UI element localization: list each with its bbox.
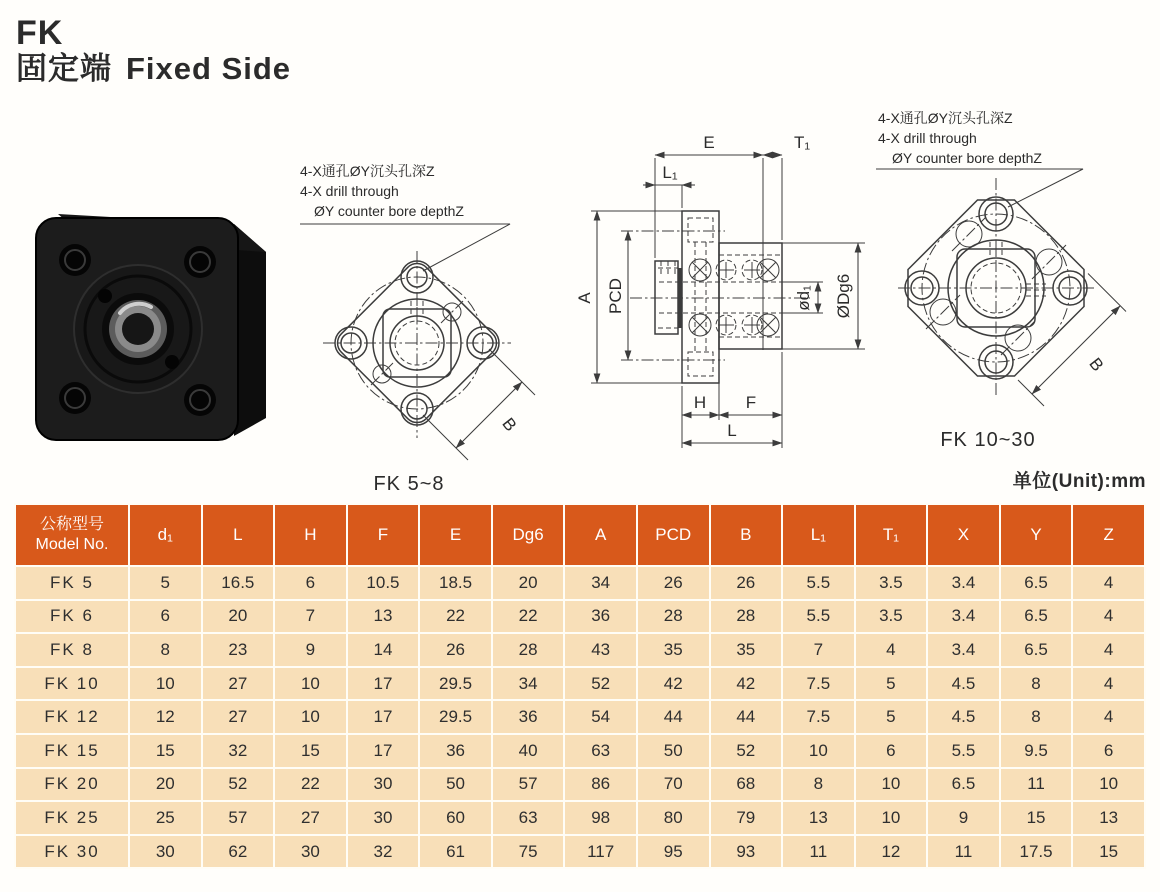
value-cell: 3.4 (927, 600, 1000, 634)
column-header: H (274, 504, 347, 566)
dim-label-B: B (1085, 354, 1108, 375)
photo-bolt-hole (184, 246, 216, 278)
value-cell: 23 (202, 633, 275, 667)
value-cell: 34 (492, 667, 565, 701)
column-header: Dg6 (492, 504, 565, 566)
drawing-front-view-large (868, 106, 1160, 462)
value-cell: 52 (564, 667, 637, 701)
value-cell: 29.5 (419, 700, 492, 734)
table-row (15, 768, 1145, 802)
table-row (15, 835, 1145, 869)
title-en: Fixed Side (126, 51, 292, 87)
column-header: F (347, 504, 420, 566)
value-cell: 40 (492, 734, 565, 768)
value-cell: 36 (419, 734, 492, 768)
value-cell: 30 (347, 801, 420, 835)
value-cell: 61 (419, 835, 492, 869)
value-cell: 54 (564, 700, 637, 734)
value-cell: 44 (637, 700, 710, 734)
value-cell: 50 (419, 768, 492, 802)
value-cell: 10 (1072, 768, 1145, 802)
value-cell: 30 (347, 768, 420, 802)
value-cell: 32 (202, 734, 275, 768)
value-cell: 35 (710, 633, 783, 667)
value-cell: 18.5 (419, 566, 492, 600)
annotation-leader-line (300, 224, 510, 271)
value-cell: 80 (637, 801, 710, 835)
value-cell: 63 (492, 801, 565, 835)
value-cell: 28 (492, 633, 565, 667)
value-cell: 10.5 (347, 566, 420, 600)
caption-front-large: FK 10~30 (940, 429, 1036, 451)
hole-annotation-en2: ØY counter bore depthZ (314, 203, 464, 219)
value-cell: 15 (1000, 801, 1073, 835)
value-cell: 10 (855, 768, 928, 802)
value-cell: 10 (274, 667, 347, 701)
value-cell: 10 (129, 667, 202, 701)
value-cell: 15 (1072, 835, 1145, 869)
value-cell: 27 (202, 700, 275, 734)
value-cell: 9.5 (1000, 734, 1073, 768)
value-cell: 4 (1072, 667, 1145, 701)
value-cell: 4 (1072, 700, 1145, 734)
value-cell: 28 (637, 600, 710, 634)
value-cell: 86 (564, 768, 637, 802)
page-title (16, 52, 291, 87)
value-cell: 79 (710, 801, 783, 835)
value-cell: 11 (1000, 768, 1073, 802)
model-cell: FK 15 (15, 734, 129, 768)
value-cell: 4 (855, 633, 928, 667)
value-cell: 11 (782, 835, 855, 869)
hole-annotation-en1: 4-X drill through (300, 183, 399, 199)
value-cell: 6 (1072, 734, 1145, 768)
value-cell: 10 (855, 801, 928, 835)
value-cell: 4 (1072, 633, 1145, 667)
value-cell: 13 (1072, 801, 1145, 835)
value-cell: 7.5 (782, 700, 855, 734)
value-cell: 9 (274, 633, 347, 667)
value-cell: 36 (564, 600, 637, 634)
title-cn: 固定端 (16, 51, 112, 87)
value-cell: 20 (129, 768, 202, 802)
value-cell: 93 (710, 835, 783, 869)
value-cell: 36 (492, 700, 565, 734)
value-cell: 5 (855, 667, 928, 701)
value-cell: 60 (419, 801, 492, 835)
value-cell: 35 (637, 633, 710, 667)
table-row (15, 734, 1145, 768)
dim-label-L: L (727, 421, 737, 440)
counterbore-hidden (688, 352, 713, 376)
value-cell: 32 (347, 835, 420, 869)
value-cell: 7.5 (782, 667, 855, 701)
value-cell: 28 (710, 600, 783, 634)
value-cell: 42 (710, 667, 783, 701)
column-header: PCD (637, 504, 710, 566)
value-cell: 3.5 (855, 600, 928, 634)
value-cell: 50 (637, 734, 710, 768)
dim-label-Dg6: ØDg6 (834, 273, 853, 319)
value-cell: 95 (637, 835, 710, 869)
value-cell: 22 (274, 768, 347, 802)
value-cell: 5.5 (782, 600, 855, 634)
value-cell: 12 (855, 835, 928, 869)
product-code: FK (16, 14, 64, 52)
caption-front-small: FK 5~8 (373, 473, 445, 495)
value-cell: 75 (492, 835, 565, 869)
unit-label: 单位(Unit):mm (1012, 471, 1146, 492)
dim-label-PCD: PCD (606, 278, 625, 314)
dim-line-B (1032, 306, 1120, 394)
value-cell: 12 (129, 700, 202, 734)
value-cell: 25 (129, 801, 202, 835)
title-block (16, 14, 291, 87)
value-cell: 117 (564, 835, 637, 869)
value-cell: 7 (782, 633, 855, 667)
value-cell: 52 (710, 734, 783, 768)
value-cell: 26 (710, 566, 783, 600)
value-cell: 10 (274, 700, 347, 734)
value-cell: 30 (274, 835, 347, 869)
value-cell: 17 (347, 734, 420, 768)
dim-label-E: E (703, 133, 715, 152)
value-cell: 22 (492, 600, 565, 634)
value-cell: 6.5 (927, 768, 1000, 802)
value-cell: 63 (564, 734, 637, 768)
value-cell: 6 (129, 600, 202, 634)
header-row (15, 504, 1145, 566)
value-cell: 5 (855, 700, 928, 734)
photo-bolt-hole (59, 382, 91, 414)
table-row (15, 667, 1145, 701)
value-cell: 11 (927, 835, 1000, 869)
value-cell: 20 (492, 566, 565, 600)
value-cell: 7 (274, 600, 347, 634)
table-row (15, 700, 1145, 734)
value-cell: 22 (419, 600, 492, 634)
table-row (15, 566, 1145, 600)
dim-label-F: F (745, 393, 757, 412)
value-cell: 29.5 (419, 667, 492, 701)
value-cell: 62 (202, 835, 275, 869)
value-cell: 17.5 (1000, 835, 1073, 869)
value-cell: 26 (419, 633, 492, 667)
column-header: A (564, 504, 637, 566)
value-cell: 6.5 (1000, 633, 1073, 667)
column-header: B (710, 504, 783, 566)
value-cell: 4.5 (927, 667, 1000, 701)
model-cell: FK 25 (15, 801, 129, 835)
value-cell: 30 (129, 835, 202, 869)
value-cell: 17 (347, 667, 420, 701)
value-cell: 4 (1072, 566, 1145, 600)
value-cell: 3.4 (927, 566, 1000, 600)
model-cell: FK 5 (15, 566, 129, 600)
column-header: L₁ (782, 504, 855, 566)
value-cell: 70 (637, 768, 710, 802)
value-cell: 98 (564, 801, 637, 835)
table-row (15, 600, 1145, 634)
model-header-en: Model No. (35, 536, 109, 553)
column-header: L (202, 504, 275, 566)
model-cell: FK 6 (15, 600, 129, 634)
value-cell: 5.5 (782, 566, 855, 600)
dim-label-d1: ød₁ (794, 285, 813, 311)
value-cell: 13 (347, 600, 420, 634)
column-header-model (15, 504, 129, 566)
value-cell: 8 (1000, 667, 1073, 701)
column-header: d₁ (129, 504, 202, 566)
value-cell: 9 (927, 801, 1000, 835)
dim-label-A: A (575, 292, 594, 304)
hole-annotation-en1: 4-X drill through (878, 130, 977, 146)
value-cell: 5.5 (927, 734, 1000, 768)
value-cell: 34 (564, 566, 637, 600)
value-cell: 20 (202, 600, 275, 634)
counterbore-hidden (688, 218, 713, 242)
model-cell: FK 12 (15, 700, 129, 734)
value-cell: 8 (129, 633, 202, 667)
housing-body (719, 243, 782, 349)
model-cell: FK 10 (15, 667, 129, 701)
dim-label-B: B (498, 414, 521, 435)
value-cell: 4 (1072, 600, 1145, 634)
model-cell: FK 8 (15, 633, 129, 667)
table-row (15, 801, 1145, 835)
value-cell: 6 (855, 734, 928, 768)
photo-grease-hole (98, 289, 112, 303)
dimension-table (14, 503, 1146, 869)
table-row (15, 633, 1145, 667)
value-cell: 43 (564, 633, 637, 667)
hole-annotation-cn: 4-X通孔ØY沉头孔深Z (300, 163, 435, 179)
dim-label-L1: L₁ (662, 163, 678, 182)
photo-bolt-hole (59, 244, 91, 276)
value-cell: 6 (274, 566, 347, 600)
column-header: T₁ (855, 504, 928, 566)
value-cell: 68 (710, 768, 783, 802)
dim-label-H: H (693, 393, 707, 412)
value-cell: 8 (782, 768, 855, 802)
value-cell: 57 (492, 768, 565, 802)
value-cell: 57 (202, 801, 275, 835)
value-cell: 27 (274, 801, 347, 835)
column-header: E (419, 504, 492, 566)
product-photo (28, 200, 268, 465)
value-cell: 14 (347, 633, 420, 667)
value-cell: 15 (274, 734, 347, 768)
dim-label-T1: T₁ (794, 133, 811, 152)
value-cell: 52 (202, 768, 275, 802)
photo-bolt-hole (184, 384, 216, 416)
value-cell: 10 (782, 734, 855, 768)
photo-grease-hole (165, 355, 179, 369)
value-cell: 5 (129, 566, 202, 600)
column-header: X (927, 504, 1000, 566)
value-cell: 6.5 (1000, 566, 1073, 600)
value-cell: 16.5 (202, 566, 275, 600)
drawing-section-view (575, 122, 875, 472)
column-header: Y (1000, 504, 1073, 566)
value-cell: 27 (202, 667, 275, 701)
hole-annotation-en2: ØY counter bore depthZ (892, 150, 1042, 166)
value-cell: 3.5 (855, 566, 928, 600)
value-cell: 6.5 (1000, 600, 1073, 634)
value-cell: 26 (637, 566, 710, 600)
value-cell: 44 (710, 700, 783, 734)
model-header-cn: 公称型号 (39, 516, 104, 533)
value-cell: 3.4 (927, 633, 1000, 667)
value-cell: 42 (637, 667, 710, 701)
value-cell: 13 (782, 801, 855, 835)
value-cell: 15 (129, 734, 202, 768)
value-cell: 4.5 (927, 700, 1000, 734)
model-cell: FK 20 (15, 768, 129, 802)
value-cell: 8 (1000, 700, 1073, 734)
annotation-leader-line (876, 169, 1083, 207)
hole-annotation-cn: 4-X通孔ØY沉头孔深Z (878, 110, 1013, 126)
value-cell: 17 (347, 700, 420, 734)
model-cell: FK 30 (15, 835, 129, 869)
column-header: Z (1072, 504, 1145, 566)
drawing-front-view-small (287, 158, 587, 503)
